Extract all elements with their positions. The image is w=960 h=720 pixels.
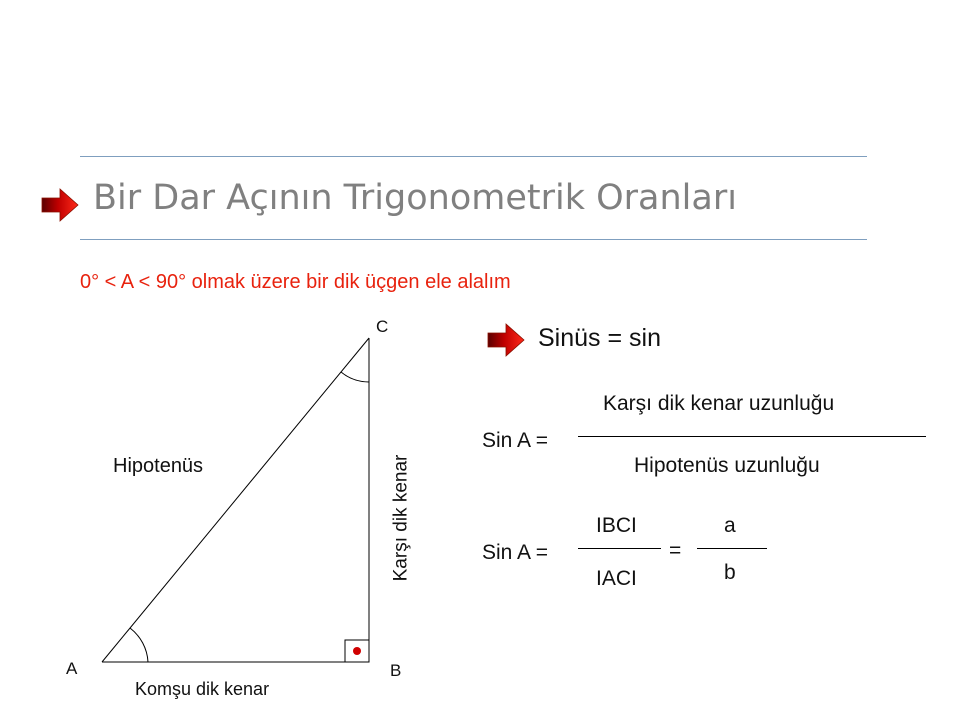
angle-a-arc [130, 628, 148, 662]
formula2-numerator2: a [724, 514, 736, 537]
opposite-side-label: Karşı dik kenar [390, 454, 412, 582]
formula2-numerator: IBCI [596, 514, 637, 537]
red-arrow-icon [486, 322, 526, 358]
angle-c-arc [341, 372, 369, 382]
formula2-lhs: Sin A = [482, 541, 548, 564]
formula2-denominator2: b [724, 561, 736, 584]
vertex-a-label: A [66, 659, 78, 678]
hypotenuse-line [102, 338, 369, 662]
sinus-heading: Sinüs = sin [538, 324, 661, 352]
vertex-b-label: B [390, 661, 402, 680]
formula2-fraction-bar2 [697, 548, 767, 549]
right-angle-marker-icon [345, 640, 369, 662]
vertex-c-label: C [376, 317, 389, 336]
formula1-fraction-bar [578, 436, 926, 437]
formula1-denominator: Hipotenüs uzunluğu [634, 454, 820, 477]
intro-statement: 0° < A < 90° olmak üzere bir dik üçgen ele alalım [80, 271, 511, 293]
hypotenuse-label: Hipotenüs [113, 455, 204, 477]
formula1-numerator: Karşı dik kenar uzunluğu [603, 392, 835, 415]
formula1-lhs: Sin A = [482, 429, 548, 452]
slide-title: Bir Dar Açının Trigonometrik Oranları [93, 178, 737, 218]
formula2-fraction-bar [578, 548, 661, 549]
formula2-equals: = [669, 539, 682, 562]
formula2-denominator: IACI [596, 567, 637, 590]
adjacent-side-label: Komşu dik kenar [135, 679, 270, 699]
